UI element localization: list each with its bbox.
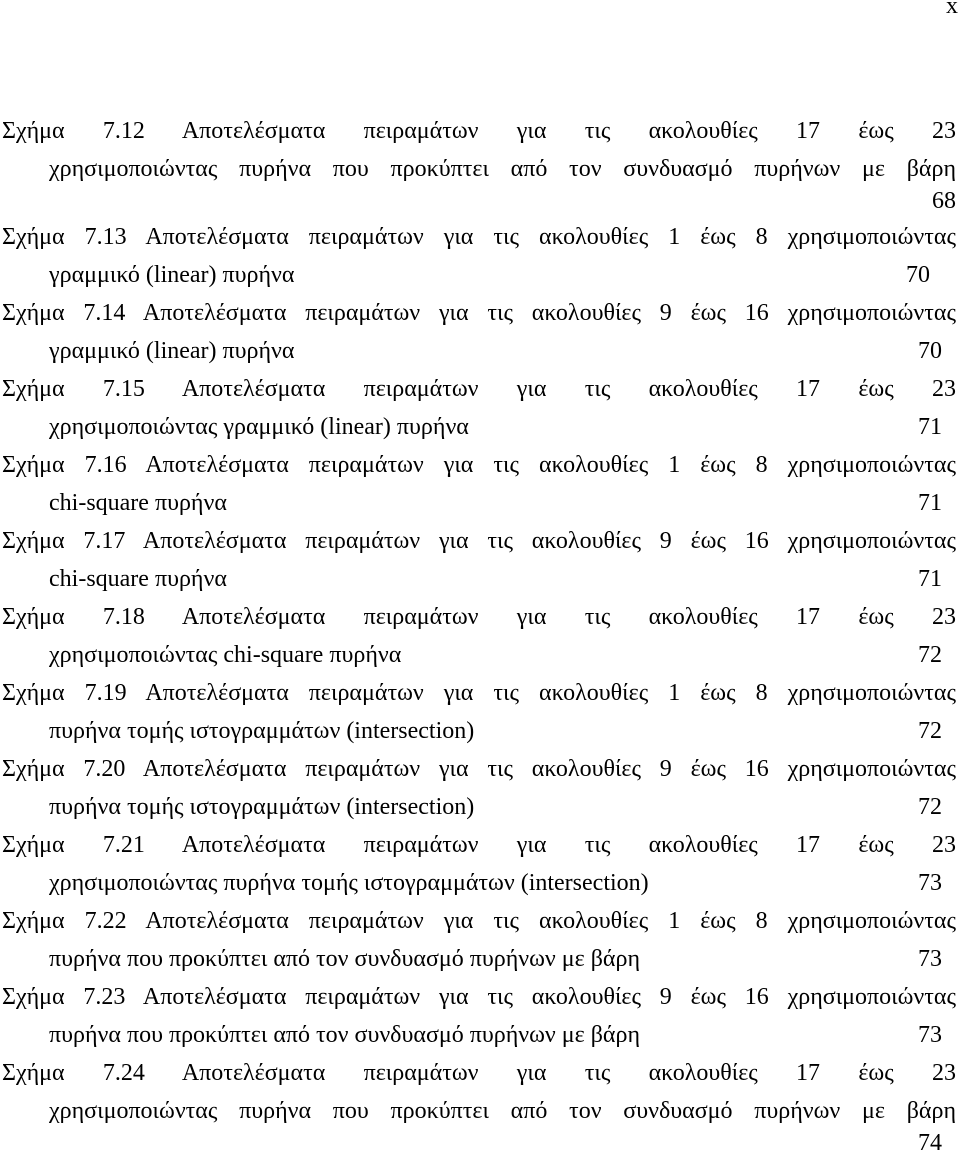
figure-label: Σχήμα 7.24 bbox=[2, 1060, 145, 1086]
figure-title: Αποτελέσματα πειραμάτων για τις ακολουθίες 9 έως 16 χρησιμοποιώντας bbox=[142, 528, 956, 554]
figure-page: 73 bbox=[918, 870, 942, 896]
toc-entry-7-14[interactable] bbox=[2, 294, 956, 370]
figure-label: Σχήμα 7.15 bbox=[2, 376, 145, 402]
figure-title: Αποτελέσματα πειραμάτων για τις ακολουθίες 9 έως 16 χρησιμοποιώντας bbox=[142, 300, 956, 326]
toc-entry-7-23[interactable] bbox=[2, 978, 956, 1054]
page-number: x bbox=[946, 0, 958, 19]
toc-entry-7-20[interactable] bbox=[2, 750, 956, 826]
toc-entry-7-13[interactable] bbox=[2, 218, 956, 294]
figure-label: Σχήμα 7.23 bbox=[2, 984, 126, 1010]
figure-page: 71 bbox=[918, 566, 942, 592]
figure-title: Αποτελέσματα πειραμάτων για τις ακολουθίες 17 έως 23 bbox=[181, 118, 956, 144]
toc-entry-7-18[interactable] bbox=[2, 598, 956, 674]
figure-label: Σχήμα 7.12 bbox=[2, 118, 145, 144]
figure-title: Αποτελέσματα πειραμάτων για τις ακολουθίες 9 έως 16 χρησιμοποιώντας bbox=[142, 756, 956, 782]
toc-entry-7-19[interactable] bbox=[2, 674, 956, 750]
figure-page: 71 bbox=[918, 490, 942, 516]
figure-title-cont: χρησιμοποιώντας πυρήνα που προκύπτει από τον συνδυασμό πυρήνων με βάρη bbox=[49, 1098, 956, 1124]
figure-title: Αποτελέσματα πειραμάτων για τις ακολουθίες 1 έως 8 χρησιμοποιώντας bbox=[145, 680, 956, 706]
figure-title: Αποτελέσματα πειραμάτων για τις ακολουθίες 17 έως 23 bbox=[181, 1060, 956, 1086]
figure-title: Αποτελέσματα πειραμάτων για τις ακολουθίες 1 έως 8 χρησιμοποιώντας bbox=[145, 908, 956, 934]
figure-title-cont: πυρήνα τομής ιστογραμμάτων (intersection) bbox=[49, 718, 475, 744]
figure-label: Σχήμα 7.14 bbox=[2, 300, 126, 326]
figure-page: 73 bbox=[918, 946, 942, 972]
figure-title-cont: χρησιμοποιώντας πυρήνα που προκύπτει από τον συνδυασμό πυρήνων με βάρη bbox=[49, 156, 956, 182]
figure-label: Σχήμα 7.20 bbox=[2, 756, 126, 782]
figure-title: Αποτελέσματα πειραμάτων για τις ακολουθίες 9 έως 16 χρησιμοποιώντας bbox=[142, 984, 956, 1010]
figure-title: Αποτελέσματα πειραμάτων για τις ακολουθίες 1 έως 8 χρησιμοποιώντας bbox=[145, 452, 956, 478]
figure-label: Σχήμα 7.22 bbox=[2, 908, 127, 934]
figure-title: Αποτελέσματα πειραμάτων για τις ακολουθίες 17 έως 23 bbox=[181, 832, 956, 858]
toc-entry-7-12[interactable] bbox=[2, 112, 956, 220]
figure-page: 71 bbox=[918, 414, 942, 440]
figure-label: Σχήμα 7.16 bbox=[2, 452, 127, 478]
toc-entry-7-22[interactable] bbox=[2, 902, 956, 978]
toc-entry-7-15[interactable] bbox=[2, 370, 956, 446]
figure-page: 70 bbox=[918, 338, 942, 364]
list-of-figures bbox=[2, 112, 956, 1162]
figure-title-cont: πυρήνα που προκύπτει από τον συνδυασμό πυρήνων με βάρη bbox=[49, 1022, 641, 1048]
figure-page: 74 bbox=[918, 1130, 942, 1156]
figure-title: Αποτελέσματα πειραμάτων για τις ακολουθίες 17 έως 23 bbox=[181, 604, 956, 630]
figure-page: 72 bbox=[918, 794, 942, 820]
figure-title-cont: πυρήνα που προκύπτει από τον συνδυασμό πυρήνων με βάρη bbox=[49, 946, 641, 972]
figure-label: Σχήμα 7.17 bbox=[2, 528, 126, 554]
toc-entry-7-21[interactable] bbox=[2, 826, 956, 902]
figure-page: 70 bbox=[906, 262, 930, 288]
toc-entry-7-24[interactable] bbox=[2, 1054, 956, 1162]
figure-title-cont: χρησιμοποιώντας γραμμικό (linear) πυρήνα bbox=[49, 414, 469, 440]
figure-label: Σχήμα 7.19 bbox=[2, 680, 127, 706]
figure-title-cont: γραμμικό (linear) πυρήνα bbox=[49, 338, 295, 364]
figure-label: Σχήμα 7.18 bbox=[2, 604, 145, 630]
figure-title: Αποτελέσματα πειραμάτων για τις ακολουθίες 1 έως 8 χρησιμοποιώντας bbox=[145, 224, 956, 250]
figure-label: Σχήμα 7.13 bbox=[2, 224, 127, 250]
figure-title-cont: γραμμικό (linear) πυρήνα bbox=[49, 262, 295, 288]
figure-title-cont: χρησιμοποιώντας πυρήνα τομής ιστογραμμάτων (intersection) bbox=[49, 870, 649, 896]
toc-entry-7-16[interactable] bbox=[2, 446, 956, 522]
figure-title-cont: χρησιμοποιώντας chi-square πυρήνα bbox=[49, 642, 402, 668]
toc-entry-7-17[interactable] bbox=[2, 522, 956, 598]
figure-title-cont: πυρήνα τομής ιστογραμμάτων (intersection) bbox=[49, 794, 475, 820]
figure-title-cont: chi-square πυρήνα bbox=[49, 566, 227, 592]
figure-page: 73 bbox=[918, 1022, 942, 1048]
figure-title-cont: chi-square πυρήνα bbox=[49, 490, 227, 516]
figure-page: 72 bbox=[918, 642, 942, 668]
figure-label: Σχήμα 7.21 bbox=[2, 832, 145, 858]
figure-title: Αποτελέσματα πειραμάτων για τις ακολουθίες 17 έως 23 bbox=[181, 376, 956, 402]
figure-page: 72 bbox=[918, 718, 942, 744]
figure-page: 68 bbox=[932, 188, 956, 214]
